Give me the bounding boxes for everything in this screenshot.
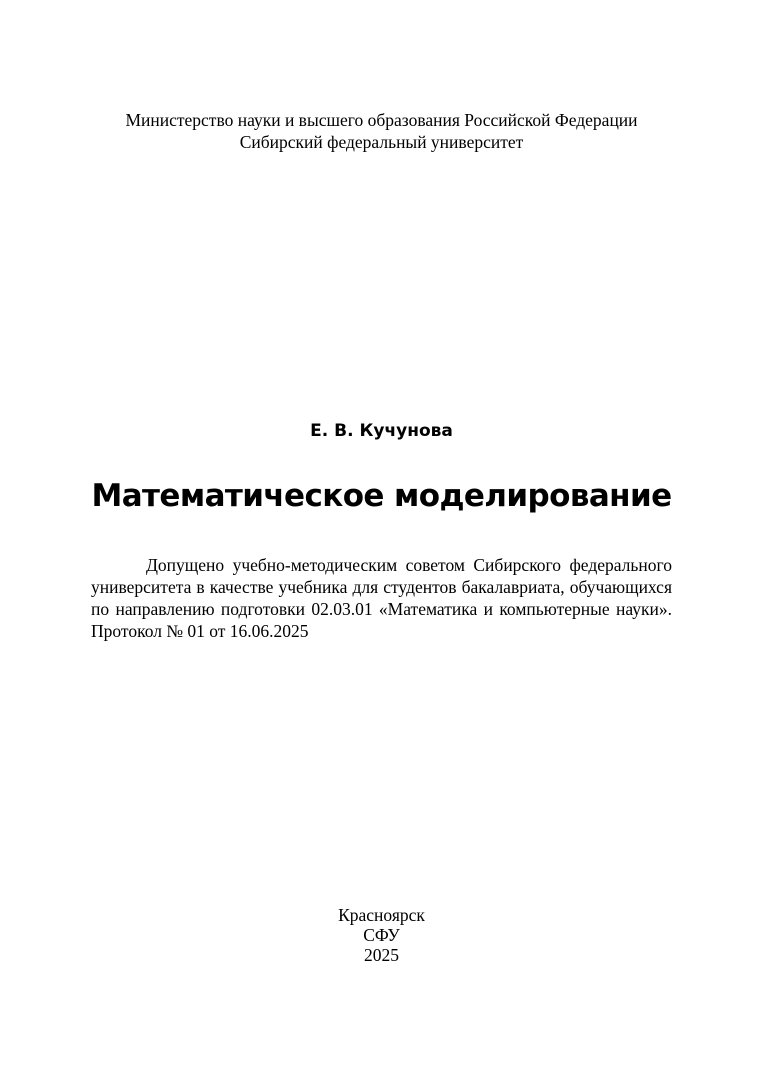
institution-header bbox=[0, 109, 763, 153]
imprint bbox=[0, 905, 763, 965]
protocol-line: Протокол № 01 от 16.06.2025 bbox=[91, 621, 309, 641]
ministry-line: Министерство науки и высшего образования Российской Федерации bbox=[125, 110, 638, 130]
book-title: Математическое моделирование bbox=[91, 478, 672, 514]
approval-statement bbox=[91, 554, 672, 642]
imprint-publisher: СФУ bbox=[363, 925, 400, 945]
approval-line-2: университета в качестве учебника для студентов бакалавриата, обучающихся bbox=[91, 577, 672, 597]
author-name: Е. В. Кучунова bbox=[310, 421, 453, 441]
imprint-year: 2025 bbox=[364, 945, 399, 965]
university-line: Сибирский федеральный университет bbox=[239, 132, 524, 152]
imprint-city: Красноярск bbox=[338, 905, 425, 925]
approval-line-1: Допущено учебно-методическим советом Сибирского федерального bbox=[146, 555, 672, 575]
approval-line-3: по направлению подготовки 02.03.01 «Математика и компьютерные науки». bbox=[91, 599, 672, 619]
